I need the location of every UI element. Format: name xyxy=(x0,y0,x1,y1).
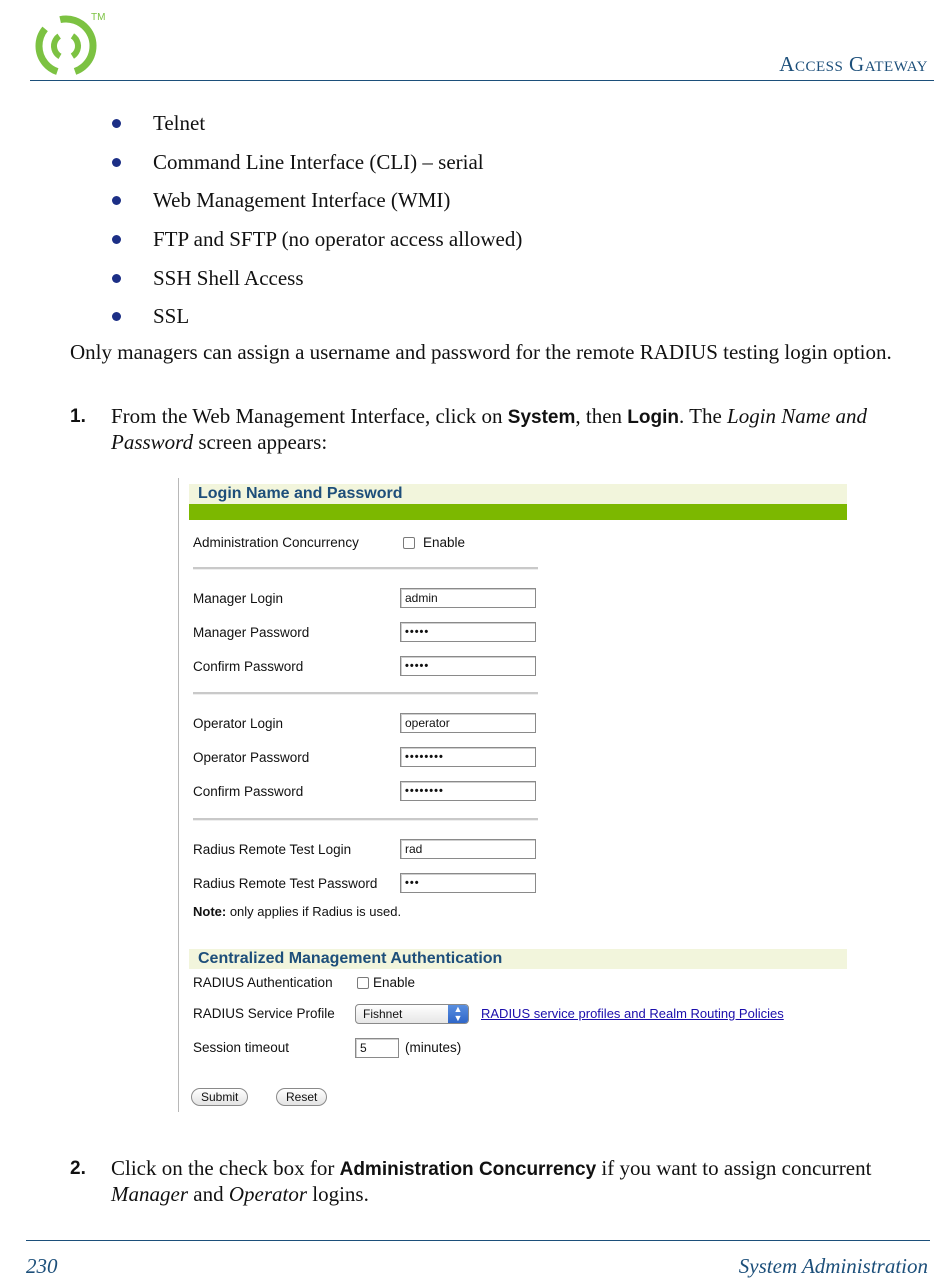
bullet-icon xyxy=(112,235,121,244)
session-timeout-label: Session timeout xyxy=(193,1040,290,1055)
session-timeout-unit: (minutes) xyxy=(405,1040,462,1055)
login-name-password-screenshot xyxy=(178,478,849,1112)
radius-test-login-input[interactable]: rad xyxy=(400,839,536,859)
list-item: Web Management Interface (WMI) xyxy=(110,181,522,220)
operator-password-label: Operator Password xyxy=(193,750,310,765)
operator-password-input[interactable]: •••••••• xyxy=(400,747,536,767)
cma-section-title: Centralized Management Authentication xyxy=(189,949,847,969)
step-number: 1. xyxy=(70,406,86,427)
panel-title: Login Name and Password xyxy=(189,484,847,504)
radius-auth-label: RADIUS Authentication xyxy=(193,975,333,990)
screen-name-ref: Login Name and Password xyxy=(111,404,868,454)
radius-profile-label: RADIUS Service Profile xyxy=(193,1006,335,1021)
step-2: 2. Click on the check box for Administration Concurrency if you want to assign concurrent Manager and Operator logins. xyxy=(70,1156,872,1206)
footer-divider xyxy=(26,1240,930,1241)
divider xyxy=(193,567,538,570)
step-1: 1. From the Web Management Interface, click on System, then Login. The Login Name and Password screen appears: xyxy=(70,404,868,454)
reset-button[interactable]: Reset xyxy=(276,1088,327,1106)
operator-login-label: Operator Login xyxy=(193,716,284,731)
operator-confirm-input[interactable]: •••••••• xyxy=(400,781,536,801)
manager-login-input[interactable]: admin xyxy=(400,588,536,608)
header-divider xyxy=(30,80,934,81)
bullet-icon xyxy=(112,196,121,205)
list-item: SSL xyxy=(110,297,522,336)
list-item: FTP and SFTP (no operator access allowed) xyxy=(110,220,522,259)
managers-paragraph: Only managers can assign a username and password for the remote RADIUS testing login option. xyxy=(70,340,892,364)
menu-system-ref: System xyxy=(507,407,576,428)
operator-login-input[interactable]: operator xyxy=(400,713,536,733)
list-item: Command Line Interface (CLI) – serial xyxy=(110,143,522,182)
step-number: 2. xyxy=(70,1158,86,1179)
radius-profile-select[interactable]: Fishnet ▲ ▼ xyxy=(355,1004,469,1024)
manager-confirm-input[interactable]: ••••• xyxy=(400,656,536,676)
operator-confirm-label: Confirm Password xyxy=(193,784,304,799)
radius-profiles-link[interactable]: RADIUS service profiles and Realm Routing Policies xyxy=(481,1006,784,1021)
radius-test-password-label: Radius Remote Test Password xyxy=(193,876,378,891)
company-logo xyxy=(28,8,110,78)
section-name: System Administration xyxy=(738,1254,928,1278)
bullet-icon xyxy=(112,274,121,283)
radius-note: Note: only applies if Radius is used. xyxy=(193,904,402,919)
admin-concurrency-ref: Administration Concurrency xyxy=(339,1159,597,1180)
manager-password-input[interactable]: ••••• xyxy=(400,622,536,642)
bullet-icon xyxy=(112,312,121,321)
list-item: Telnet xyxy=(110,104,522,143)
operator-ref: Operator xyxy=(228,1182,307,1206)
running-header: Access Gateway xyxy=(779,52,928,76)
access-method-list xyxy=(110,104,522,336)
submit-button[interactable]: Submit xyxy=(191,1088,248,1106)
radius-auth-enable-label: Enable xyxy=(373,975,416,990)
list-item: SSH Shell Access xyxy=(110,259,522,298)
manager-password-label: Manager Password xyxy=(193,625,310,640)
session-timeout-input[interactable]: 5 xyxy=(355,1038,399,1058)
manager-login-label: Manager Login xyxy=(193,591,284,606)
select-arrows-icon: ▲ ▼ xyxy=(448,1005,468,1023)
bullet-icon xyxy=(112,119,121,128)
admin-concurrency-label: Administration Concurrency xyxy=(193,535,359,550)
bullet-icon xyxy=(112,158,121,167)
manager-ref: Manager xyxy=(111,1182,188,1206)
trademark-mark: TM xyxy=(91,12,106,23)
radius-test-password-input[interactable]: ••• xyxy=(400,873,536,893)
manager-confirm-label: Confirm Password xyxy=(193,659,304,674)
admin-concurrency-enable-label: Enable xyxy=(423,535,466,550)
admin-concurrency-checkbox[interactable] xyxy=(403,537,415,549)
divider xyxy=(193,818,538,821)
page-number: 230 xyxy=(26,1254,58,1278)
divider xyxy=(193,692,538,695)
radius-test-login-label: Radius Remote Test Login xyxy=(193,842,352,857)
radius-auth-checkbox[interactable] xyxy=(357,977,369,989)
title-accent-bar xyxy=(189,504,847,520)
menu-login-ref: Login xyxy=(627,407,679,428)
